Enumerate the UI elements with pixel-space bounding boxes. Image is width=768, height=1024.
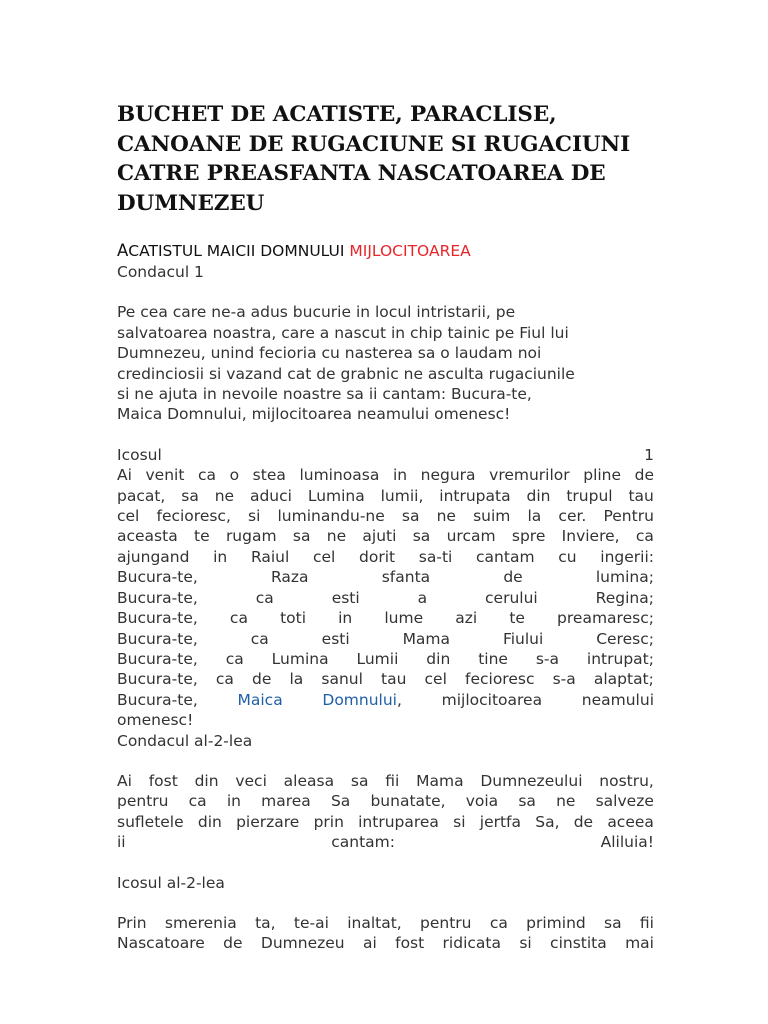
- word: cel: [312, 547, 336, 566]
- comma: ,: [397, 690, 402, 709]
- word: urcam: [446, 527, 496, 546]
- word: luminandu-ne: [277, 507, 385, 526]
- word: a: [417, 588, 428, 607]
- justified-line: [117, 913, 654, 933]
- akathist-heading: [117, 240, 654, 262]
- word: Lumina: [307, 486, 365, 505]
- domnului-link[interactable]: Domnului: [322, 690, 397, 709]
- word: Dumnezeu: [260, 934, 345, 953]
- word: suim: [473, 507, 511, 526]
- word: ca: [198, 466, 217, 485]
- condac1-paragraph: [117, 302, 654, 424]
- text-line: omenesc!: [117, 711, 194, 730]
- justified-line: [117, 791, 654, 811]
- word: pierzare: [236, 812, 300, 831]
- word: ai: [362, 934, 377, 953]
- word: cinstita: [550, 934, 607, 953]
- justified-line: [117, 526, 654, 546]
- word: s-a: [535, 649, 560, 668]
- word: fecioresc: [465, 670, 535, 689]
- word: Sa,: [535, 812, 560, 831]
- word: de: [573, 812, 594, 831]
- word: Ceresc;: [596, 629, 654, 648]
- word: smerenia: [164, 913, 237, 932]
- justified-line: [117, 486, 654, 506]
- word: prin: [313, 812, 344, 831]
- justified-line: [117, 629, 654, 649]
- word: aduci: [249, 486, 292, 505]
- word: cerului: [485, 588, 538, 607]
- word: fost: [148, 771, 178, 790]
- word: ingerii:: [600, 547, 654, 566]
- word: lumina;: [595, 568, 654, 587]
- word: fii: [639, 913, 654, 932]
- justified-line: [117, 567, 654, 587]
- justified-line: [117, 933, 654, 953]
- word: aleasa: [283, 771, 335, 790]
- word: sa: [292, 527, 311, 546]
- word: din: [526, 486, 551, 505]
- icos2-label: Icosul al-2-lea: [117, 873, 225, 892]
- word: stea: [252, 466, 286, 485]
- word: si: [453, 812, 466, 831]
- word: negura: [420, 466, 476, 485]
- title-line: DUMNEZEU: [117, 190, 265, 216]
- icos1-section: [117, 445, 654, 751]
- justified-line: [117, 669, 654, 689]
- text-line: Maica Domnului, mijlocitoarea neamului omenesc!: [117, 405, 511, 424]
- word: ne: [436, 507, 456, 526]
- word: esti: [321, 629, 350, 648]
- word: Nascatoare: [117, 934, 205, 953]
- link-word: Maica: [237, 690, 283, 709]
- word: la: [527, 507, 542, 526]
- word: sa: [181, 486, 199, 505]
- document-title: [117, 100, 654, 218]
- word: in: [392, 466, 408, 485]
- justified-line: [117, 832, 654, 852]
- word: veci: [235, 771, 267, 790]
- word: venit: [145, 466, 185, 485]
- word: pline: [583, 466, 622, 485]
- word: fecioresc,: [156, 507, 231, 526]
- word: te: [194, 527, 210, 546]
- word: pentru: [117, 792, 169, 811]
- document-body: [117, 262, 654, 954]
- word: sfanta: [381, 568, 431, 587]
- word: Prin: [117, 913, 147, 932]
- word: ca: [489, 913, 508, 932]
- word: tau: [381, 670, 407, 689]
- word: Inviere,: [561, 527, 620, 546]
- word: aceasta: [117, 527, 178, 546]
- word: ajungand: [117, 547, 190, 566]
- word: Bucura-te,: [117, 629, 198, 648]
- icos1-label-line: [117, 445, 654, 465]
- word: in: [338, 609, 353, 628]
- word: sanul: [321, 670, 363, 689]
- justified-line: [117, 771, 654, 791]
- word: ajuti: [362, 527, 397, 546]
- word: Bucura-te,: [117, 568, 198, 587]
- word: Raza: [270, 568, 309, 587]
- word: pacat,: [117, 486, 166, 505]
- word: in: [213, 547, 228, 566]
- word: de: [634, 466, 654, 485]
- word: ne: [326, 527, 347, 546]
- word: preamaresc;: [557, 609, 654, 628]
- word: ca: [188, 792, 207, 811]
- word: Lumii: [356, 649, 399, 668]
- word: de: [252, 670, 272, 689]
- word: Ai: [117, 466, 132, 485]
- word: nostru,: [599, 771, 654, 790]
- heading-text: CATISTUL MAICII DOMNULUI: [128, 242, 350, 260]
- word: Bucura-te,: [117, 670, 198, 689]
- word: Raiul: [250, 547, 290, 566]
- word: din: [194, 771, 219, 790]
- text-line: credinciosii si vazand cat de grabnic ne asculta rugaciunile: [117, 364, 575, 383]
- word: luminoasa: [299, 466, 380, 485]
- justified-line: [117, 547, 654, 567]
- word: ca: [250, 629, 269, 648]
- word: Bucura-te,: [117, 588, 198, 607]
- word: voia: [465, 792, 499, 811]
- word: sufletele: [117, 812, 184, 831]
- word: si: [519, 934, 532, 953]
- word: pentru: [420, 913, 472, 932]
- word: cantam:: [331, 833, 395, 852]
- text-line: Pe cea care ne-a adus bucurie in locul intristarii, pe: [117, 303, 516, 322]
- word: ta,: [255, 913, 276, 932]
- condac2-label: Condacul al-2-lea: [117, 731, 253, 750]
- word: jertfa: [479, 812, 522, 831]
- text-line: salvatoarea noastra, care a nascut in chip tainic pe Fiul lui: [117, 323, 569, 342]
- word: Mama: [416, 771, 464, 790]
- word: lume: [384, 609, 424, 628]
- word: cer.: [558, 507, 587, 526]
- icos1-last-justified-line: [117, 690, 654, 710]
- word: Bucura-te,: [117, 609, 198, 628]
- word: sa: [518, 792, 536, 811]
- justified-line: [117, 506, 654, 526]
- text-line: si ne ajuta in nevoile noastre sa ii cantam: Bucura-te,: [117, 385, 532, 404]
- word: mijlocitoarea: [441, 690, 543, 709]
- title-line: CATRE PREASFANTA NASCATOAREA DE: [117, 161, 606, 186]
- word: rugam: [225, 527, 277, 546]
- word: cel: [117, 507, 140, 526]
- word: tau: [628, 486, 654, 505]
- word: Lumina: [271, 649, 329, 668]
- word: lumii,: [380, 486, 424, 505]
- icos1-number: 1: [644, 445, 654, 464]
- word: te-ai: [293, 913, 329, 932]
- word: spre: [511, 527, 546, 546]
- word: mai: [625, 934, 654, 953]
- icos1-label: Icosul: [117, 445, 162, 464]
- word: trupul: [566, 486, 613, 505]
- justified-line: [117, 812, 654, 832]
- word: neamului: [581, 690, 654, 709]
- word: ca: [255, 588, 274, 607]
- icos1-paragraph: [117, 465, 654, 689]
- word: cu: [558, 547, 577, 566]
- word: cel: [424, 670, 447, 689]
- word: o: [229, 466, 240, 485]
- word: Bucura-te,: [117, 690, 198, 709]
- word: Mama: [402, 629, 451, 648]
- justified-line: [117, 608, 654, 628]
- word: primind: [526, 913, 586, 932]
- word: Ai: [117, 771, 132, 790]
- word: fost: [395, 934, 425, 953]
- word: de: [223, 934, 243, 953]
- word: sa: [412, 527, 431, 546]
- word: aceea: [607, 812, 654, 831]
- document-page: [117, 100, 654, 954]
- word: cantam: [476, 547, 535, 566]
- word: intrupat;: [586, 649, 654, 668]
- condac1-label: Condacul 1: [117, 263, 204, 281]
- word: la: [289, 670, 304, 689]
- word: toti: [280, 609, 307, 628]
- word: alaptat;: [593, 670, 654, 689]
- word: te: [509, 609, 525, 628]
- word: bunatate,: [370, 792, 446, 811]
- word: sa-ti: [418, 547, 453, 566]
- word: din: [426, 649, 451, 668]
- word: si: [248, 507, 261, 526]
- word: intruparea: [358, 812, 439, 831]
- title-line: CANOANE DE RUGACIUNE SI RUGACIUNI: [117, 131, 631, 157]
- text-line: Dumnezeu, unind fecioria cu nasterea sa o laudam noi: [117, 344, 542, 363]
- word: esti: [331, 588, 360, 607]
- word: ca: [215, 670, 234, 689]
- word: din: [197, 812, 222, 831]
- word: sa: [350, 771, 369, 790]
- word: Aliluia!: [600, 833, 654, 852]
- word: ii: [117, 833, 126, 852]
- heading-initial: A: [117, 241, 129, 260]
- word: azi: [455, 609, 478, 628]
- justified-line: [117, 465, 654, 485]
- word: ca: [635, 527, 654, 546]
- word: in: [226, 792, 241, 811]
- word: Pentru: [603, 507, 654, 526]
- icos2-paragraph: [117, 913, 654, 954]
- maica-link[interactable]: [238, 690, 283, 710]
- word: dorit: [359, 547, 396, 566]
- condac2-paragraph: [117, 771, 654, 853]
- word: ca: [225, 649, 244, 668]
- word: fii: [385, 771, 400, 790]
- justified-line: [117, 588, 654, 608]
- word: Bucura-te,: [117, 649, 198, 668]
- word: de: [503, 568, 523, 587]
- word: Dumnezeului: [480, 771, 583, 790]
- word: Regina;: [595, 588, 654, 607]
- word: sa: [401, 507, 420, 526]
- word: inaltat,: [347, 913, 402, 932]
- domnului-group: [322, 690, 402, 710]
- word: Fiului: [502, 629, 544, 648]
- heading-highlight: MIJLOCITOAREA: [349, 242, 471, 260]
- word: sa: [604, 913, 622, 932]
- word: s-a: [552, 670, 576, 689]
- word: salveze: [595, 792, 654, 811]
- word: vremurilor: [489, 466, 570, 485]
- word: Sa: [330, 792, 351, 811]
- word: tine: [478, 649, 508, 668]
- word: ridicata: [442, 934, 501, 953]
- word: ne: [214, 486, 235, 505]
- word: ca: [229, 609, 248, 628]
- word: ne: [556, 792, 576, 811]
- justified-line: [117, 649, 654, 669]
- word: intrupata: [439, 486, 511, 505]
- title-line: BUCHET DE ACATISTE, PARACLISE,: [117, 102, 557, 127]
- word: marea: [261, 792, 311, 811]
